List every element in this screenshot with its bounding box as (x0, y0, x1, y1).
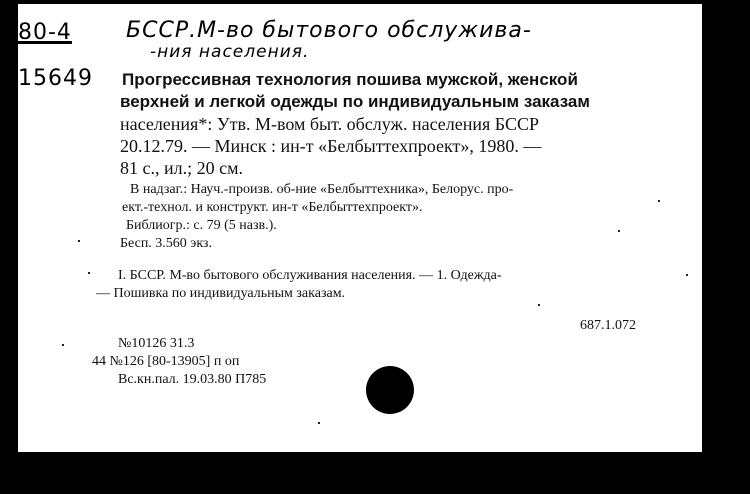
title-line-1: Прогрессивная технология пошива мужской, женской (122, 70, 578, 89)
speck (88, 272, 90, 274)
publication-line-1: 20.12.79. — Минск : ин-т «Белбыттехпроект», 1980. — (120, 136, 542, 156)
call-number: 80-4 (18, 20, 72, 45)
speck (538, 304, 540, 306)
tracings-line-1: I. БССР. М-во бытового обслуживания населения. — 1. Одежда- (118, 268, 502, 283)
handwritten-note-line-2: -ния населения. (150, 42, 310, 62)
header-note-line-2: ект.-технол. и конструкт. ин-т «Белбыттехпроект». (122, 200, 423, 215)
speck (62, 344, 64, 346)
speck (318, 422, 320, 424)
punch-hole (366, 366, 414, 414)
record-line-3: Вс.кн.пал. 19.03.80 П785 (118, 372, 267, 387)
inventory-number: 15649 (18, 66, 93, 91)
title-line-3: населения*: Утв. М-вом быт. обслуж. населения БССР (120, 114, 540, 134)
udc-number: 687.1.072 (580, 318, 636, 333)
title-line-2: верхней и легкой одежды по индивидуальным заказам (120, 92, 590, 111)
publication-line-2: 81 с., ил.; 20 см. (120, 158, 243, 178)
speck (618, 230, 620, 232)
header-note-line-1: В надзаг.: Науч.-произв. об-ние «Белбыттехника», Белорус. про- (130, 182, 514, 197)
handwritten-note-line-1: БССР.М-во бытового обслужива- (126, 18, 532, 43)
record-line-1: №10126 31.3 (118, 336, 195, 351)
bibliography: Библиогр.: с. 79 (5 назв.). (126, 218, 277, 233)
price-and-print-run: Бесп. 3.560 экз. (120, 236, 212, 251)
speck (686, 274, 688, 276)
speck (658, 200, 660, 202)
tracings-line-2: — Пошивка по индивидуальным заказам. (96, 286, 346, 301)
catalog-card (18, 4, 702, 452)
record-line-2: 44 №126 [80-13905] п оп (92, 354, 240, 369)
speck (78, 240, 80, 242)
